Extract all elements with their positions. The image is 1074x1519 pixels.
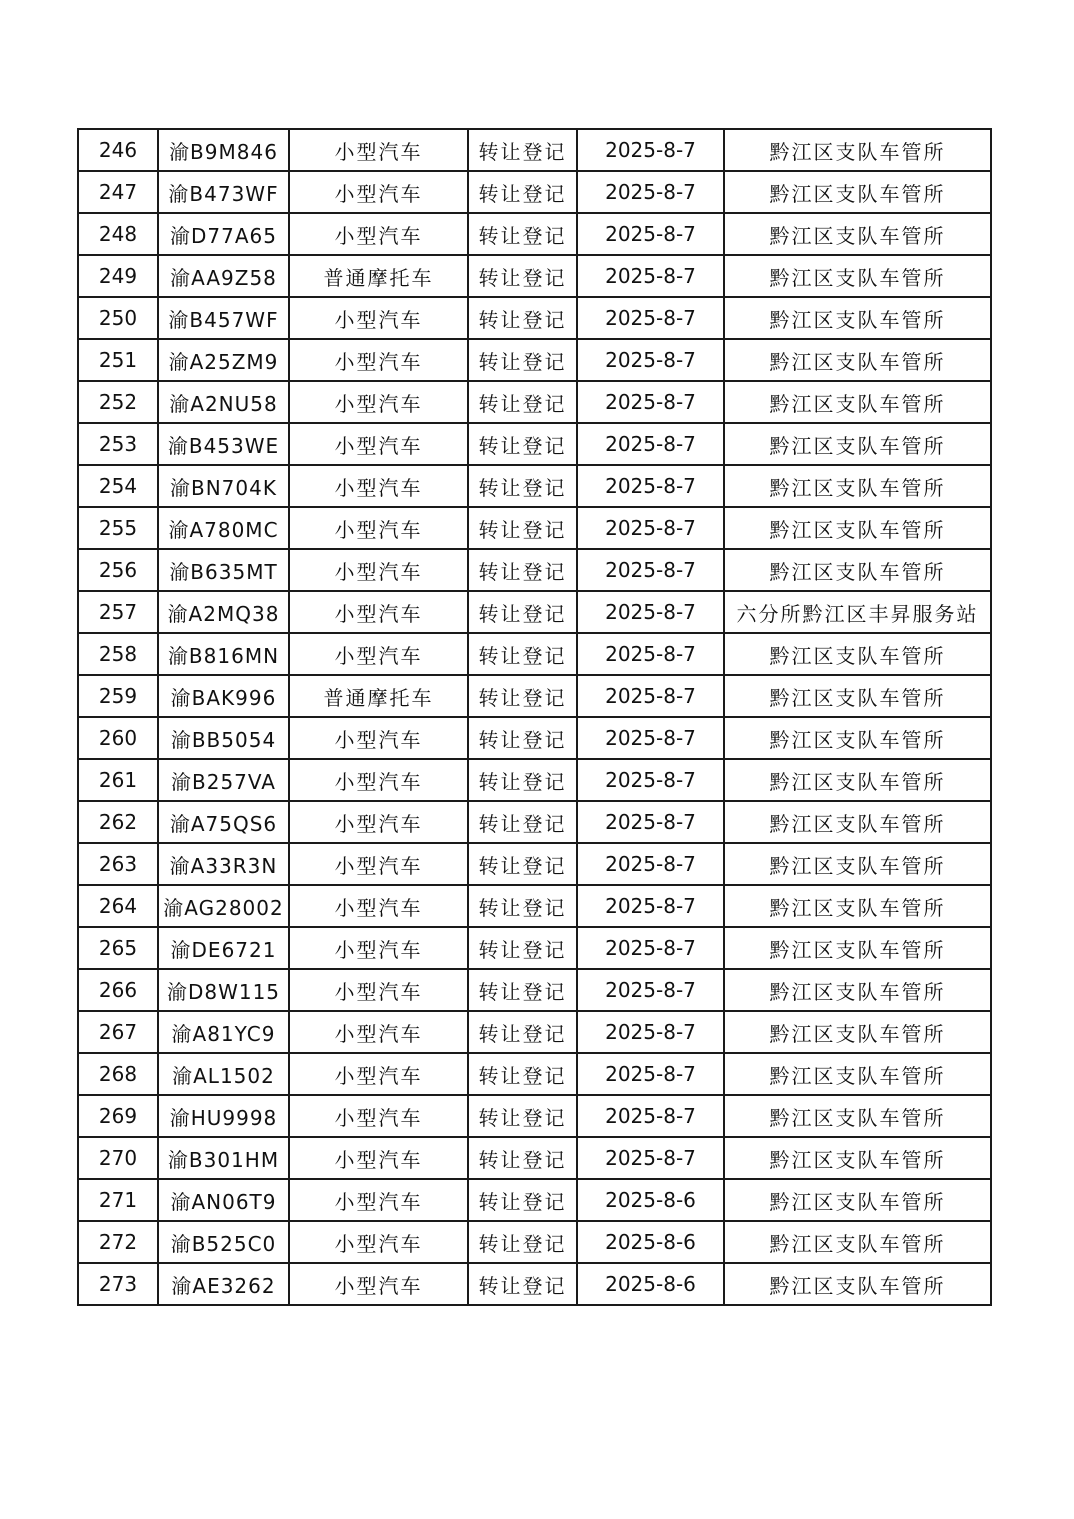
office-cell: 黔江区支队车管所 — [724, 381, 991, 423]
business-type-cell: 转让登记 — [468, 465, 577, 507]
table-row — [78, 1221, 991, 1263]
date-cell: 2025-8-7 — [577, 675, 724, 717]
table-row — [78, 423, 991, 465]
business-type-cell: 转让登记 — [468, 171, 577, 213]
row-number-cell: 263 — [78, 843, 158, 885]
plate-number-cell: 渝BB5054 — [158, 717, 289, 759]
date-cell: 2025-8-7 — [577, 171, 724, 213]
vehicle-type-cell: 小型汽车 — [289, 969, 468, 1011]
business-type-cell: 转让登记 — [468, 381, 577, 423]
business-type-cell: 转让登记 — [468, 255, 577, 297]
row-number-cell: 246 — [78, 129, 158, 171]
office-cell: 黔江区支队车管所 — [724, 549, 991, 591]
row-number-cell: 257 — [78, 591, 158, 633]
business-type-cell: 转让登记 — [468, 591, 577, 633]
date-cell: 2025-8-7 — [577, 423, 724, 465]
plate-number-cell: 渝B453WE — [158, 423, 289, 465]
table-row — [78, 171, 991, 213]
business-type-cell: 转让登记 — [468, 675, 577, 717]
date-cell: 2025-8-7 — [577, 213, 724, 255]
row-number-cell: 270 — [78, 1137, 158, 1179]
row-number-cell: 273 — [78, 1263, 158, 1305]
row-number-cell: 252 — [78, 381, 158, 423]
row-number-cell: 265 — [78, 927, 158, 969]
table-row — [78, 507, 991, 549]
business-type-cell: 转让登记 — [468, 633, 577, 675]
table-row — [78, 801, 991, 843]
table-row — [78, 927, 991, 969]
plate-number-cell: 渝D77A65 — [158, 213, 289, 255]
date-cell: 2025-8-6 — [577, 1221, 724, 1263]
row-number-cell: 260 — [78, 717, 158, 759]
row-number-cell: 266 — [78, 969, 158, 1011]
table-body — [78, 129, 991, 1305]
date-cell: 2025-8-7 — [577, 717, 724, 759]
office-cell: 黔江区支队车管所 — [724, 297, 991, 339]
office-cell: 黔江区支队车管所 — [724, 255, 991, 297]
date-cell: 2025-8-7 — [577, 633, 724, 675]
date-cell: 2025-8-7 — [577, 1011, 724, 1053]
vehicle-type-cell: 小型汽车 — [289, 213, 468, 255]
table-row — [78, 717, 991, 759]
business-type-cell: 转让登记 — [468, 213, 577, 255]
date-cell: 2025-8-7 — [577, 129, 724, 171]
row-number-cell: 267 — [78, 1011, 158, 1053]
business-type-cell: 转让登记 — [468, 549, 577, 591]
table-row — [78, 843, 991, 885]
office-cell: 黔江区支队车管所 — [724, 1095, 991, 1137]
row-number-cell: 255 — [78, 507, 158, 549]
office-cell: 黔江区支队车管所 — [724, 843, 991, 885]
row-number-cell: 268 — [78, 1053, 158, 1095]
business-type-cell: 转让登记 — [468, 339, 577, 381]
office-cell: 黔江区支队车管所 — [724, 507, 991, 549]
table-row — [78, 969, 991, 1011]
vehicle-type-cell: 小型汽车 — [289, 423, 468, 465]
business-type-cell: 转让登记 — [468, 1095, 577, 1137]
row-number-cell: 250 — [78, 297, 158, 339]
business-type-cell: 转让登记 — [468, 1221, 577, 1263]
plate-number-cell: 渝HU9998 — [158, 1095, 289, 1137]
office-cell: 黔江区支队车管所 — [724, 129, 991, 171]
plate-number-cell: 渝A2NU58 — [158, 381, 289, 423]
business-type-cell: 转让登记 — [468, 969, 577, 1011]
business-type-cell: 转让登记 — [468, 759, 577, 801]
plate-number-cell: 渝DE6721 — [158, 927, 289, 969]
table-row — [78, 1011, 991, 1053]
business-type-cell: 转让登记 — [468, 1053, 577, 1095]
business-type-cell: 转让登记 — [468, 1263, 577, 1305]
date-cell: 2025-8-7 — [577, 339, 724, 381]
office-cell: 黔江区支队车管所 — [724, 1053, 991, 1095]
vehicle-type-cell: 小型汽车 — [289, 465, 468, 507]
row-number-cell: 261 — [78, 759, 158, 801]
table-row — [78, 591, 991, 633]
office-cell: 黔江区支队车管所 — [724, 633, 991, 675]
vehicle-type-cell: 小型汽车 — [289, 129, 468, 171]
vehicle-type-cell: 小型汽车 — [289, 1011, 468, 1053]
date-cell: 2025-8-7 — [577, 1095, 724, 1137]
date-cell: 2025-8-7 — [577, 843, 724, 885]
date-cell: 2025-8-7 — [577, 465, 724, 507]
table-row — [78, 1137, 991, 1179]
row-number-cell: 272 — [78, 1221, 158, 1263]
table-row — [78, 1095, 991, 1137]
vehicle-type-cell: 普通摩托车 — [289, 255, 468, 297]
vehicle-type-cell: 小型汽车 — [289, 591, 468, 633]
registration-table — [77, 128, 992, 1306]
row-number-cell: 271 — [78, 1179, 158, 1221]
row-number-cell: 253 — [78, 423, 158, 465]
table-row — [78, 381, 991, 423]
plate-number-cell: 渝A25ZM9 — [158, 339, 289, 381]
vehicle-type-cell: 小型汽车 — [289, 717, 468, 759]
plate-number-cell: 渝A780MC — [158, 507, 289, 549]
date-cell: 2025-8-7 — [577, 1137, 724, 1179]
business-type-cell: 转让登记 — [468, 1179, 577, 1221]
table-row — [78, 465, 991, 507]
vehicle-type-cell: 小型汽车 — [289, 339, 468, 381]
business-type-cell: 转让登记 — [468, 843, 577, 885]
office-cell: 黔江区支队车管所 — [724, 885, 991, 927]
business-type-cell: 转让登记 — [468, 297, 577, 339]
table-row — [78, 297, 991, 339]
table-row — [78, 255, 991, 297]
business-type-cell: 转让登记 — [468, 1137, 577, 1179]
row-number-cell: 269 — [78, 1095, 158, 1137]
table-row — [78, 675, 991, 717]
office-cell: 黔江区支队车管所 — [724, 927, 991, 969]
vehicle-type-cell: 小型汽车 — [289, 1221, 468, 1263]
table-row — [78, 129, 991, 171]
office-cell: 黔江区支队车管所 — [724, 717, 991, 759]
row-number-cell: 254 — [78, 465, 158, 507]
vehicle-type-cell: 小型汽车 — [289, 1053, 468, 1095]
row-number-cell: 262 — [78, 801, 158, 843]
plate-number-cell: 渝A2MQ38 — [158, 591, 289, 633]
vehicle-type-cell: 小型汽车 — [289, 297, 468, 339]
vehicle-type-cell: 小型汽车 — [289, 1137, 468, 1179]
table-row — [78, 1263, 991, 1305]
date-cell: 2025-8-7 — [577, 1053, 724, 1095]
date-cell: 2025-8-7 — [577, 507, 724, 549]
office-cell: 黔江区支队车管所 — [724, 675, 991, 717]
date-cell: 2025-8-7 — [577, 297, 724, 339]
date-cell: 2025-8-7 — [577, 255, 724, 297]
business-type-cell: 转让登记 — [468, 1011, 577, 1053]
vehicle-type-cell: 小型汽车 — [289, 801, 468, 843]
office-cell: 黔江区支队车管所 — [724, 1179, 991, 1221]
office-cell: 黔江区支队车管所 — [724, 171, 991, 213]
table-row — [78, 213, 991, 255]
vehicle-type-cell: 小型汽车 — [289, 927, 468, 969]
plate-number-cell: 渝D8W115 — [158, 969, 289, 1011]
table-row — [78, 339, 991, 381]
table-row — [78, 885, 991, 927]
plate-number-cell: 渝BAK996 — [158, 675, 289, 717]
plate-number-cell: 渝B9M846 — [158, 129, 289, 171]
office-cell: 黔江区支队车管所 — [724, 339, 991, 381]
plate-number-cell: 渝AE3262 — [158, 1263, 289, 1305]
business-type-cell: 转让登记 — [468, 927, 577, 969]
business-type-cell: 转让登记 — [468, 801, 577, 843]
business-type-cell: 转让登记 — [468, 423, 577, 465]
office-cell: 六分所黔江区丰昇服务站 — [724, 591, 991, 633]
plate-number-cell: 渝B257VA — [158, 759, 289, 801]
office-cell: 黔江区支队车管所 — [724, 465, 991, 507]
date-cell: 2025-8-7 — [577, 591, 724, 633]
row-number-cell: 258 — [78, 633, 158, 675]
business-type-cell: 转让登记 — [468, 129, 577, 171]
vehicle-type-cell: 小型汽车 — [289, 381, 468, 423]
vehicle-type-cell: 小型汽车 — [289, 843, 468, 885]
vehicle-type-cell: 小型汽车 — [289, 633, 468, 675]
plate-number-cell: 渝A33R3N — [158, 843, 289, 885]
vehicle-type-cell: 小型汽车 — [289, 1179, 468, 1221]
plate-number-cell: 渝B635MT — [158, 549, 289, 591]
business-type-cell: 转让登记 — [468, 885, 577, 927]
vehicle-type-cell: 小型汽车 — [289, 759, 468, 801]
row-number-cell: 264 — [78, 885, 158, 927]
vehicle-type-cell: 小型汽车 — [289, 1263, 468, 1305]
plate-number-cell: 渝AG28002 — [158, 885, 289, 927]
plate-number-cell: 渝B473WF — [158, 171, 289, 213]
plate-number-cell: 渝A75QS6 — [158, 801, 289, 843]
row-number-cell: 249 — [78, 255, 158, 297]
date-cell: 2025-8-7 — [577, 927, 724, 969]
table-row — [78, 633, 991, 675]
business-type-cell: 转让登记 — [468, 717, 577, 759]
plate-number-cell: 渝AL1502 — [158, 1053, 289, 1095]
office-cell: 黔江区支队车管所 — [724, 423, 991, 465]
vehicle-type-cell: 小型汽车 — [289, 1095, 468, 1137]
date-cell: 2025-8-7 — [577, 381, 724, 423]
office-cell: 黔江区支队车管所 — [724, 1263, 991, 1305]
vehicle-type-cell: 小型汽车 — [289, 885, 468, 927]
date-cell: 2025-8-6 — [577, 1179, 724, 1221]
date-cell: 2025-8-7 — [577, 969, 724, 1011]
table-row — [78, 1179, 991, 1221]
row-number-cell: 247 — [78, 171, 158, 213]
office-cell: 黔江区支队车管所 — [724, 759, 991, 801]
date-cell: 2025-8-6 — [577, 1263, 724, 1305]
table-row — [78, 759, 991, 801]
date-cell: 2025-8-7 — [577, 885, 724, 927]
date-cell: 2025-8-7 — [577, 549, 724, 591]
office-cell: 黔江区支队车管所 — [724, 213, 991, 255]
office-cell: 黔江区支队车管所 — [724, 1221, 991, 1263]
plate-number-cell: 渝B816MN — [158, 633, 289, 675]
row-number-cell: 259 — [78, 675, 158, 717]
plate-number-cell: 渝AA9Z58 — [158, 255, 289, 297]
office-cell: 黔江区支队车管所 — [724, 1011, 991, 1053]
plate-number-cell: 渝A81YC9 — [158, 1011, 289, 1053]
row-number-cell: 248 — [78, 213, 158, 255]
vehicle-type-cell: 小型汽车 — [289, 549, 468, 591]
plate-number-cell: 渝BN704K — [158, 465, 289, 507]
row-number-cell: 251 — [78, 339, 158, 381]
table-row — [78, 1053, 991, 1095]
business-type-cell: 转让登记 — [468, 507, 577, 549]
row-number-cell: 256 — [78, 549, 158, 591]
office-cell: 黔江区支队车管所 — [724, 801, 991, 843]
plate-number-cell: 渝B457WF — [158, 297, 289, 339]
vehicle-type-cell: 小型汽车 — [289, 507, 468, 549]
office-cell: 黔江区支队车管所 — [724, 1137, 991, 1179]
plate-number-cell: 渝B525C0 — [158, 1221, 289, 1263]
date-cell: 2025-8-7 — [577, 801, 724, 843]
vehicle-type-cell: 小型汽车 — [289, 171, 468, 213]
office-cell: 黔江区支队车管所 — [724, 969, 991, 1011]
plate-number-cell: 渝B301HM — [158, 1137, 289, 1179]
table-row — [78, 549, 991, 591]
date-cell: 2025-8-7 — [577, 759, 724, 801]
plate-number-cell: 渝AN06T9 — [158, 1179, 289, 1221]
vehicle-type-cell: 普通摩托车 — [289, 675, 468, 717]
